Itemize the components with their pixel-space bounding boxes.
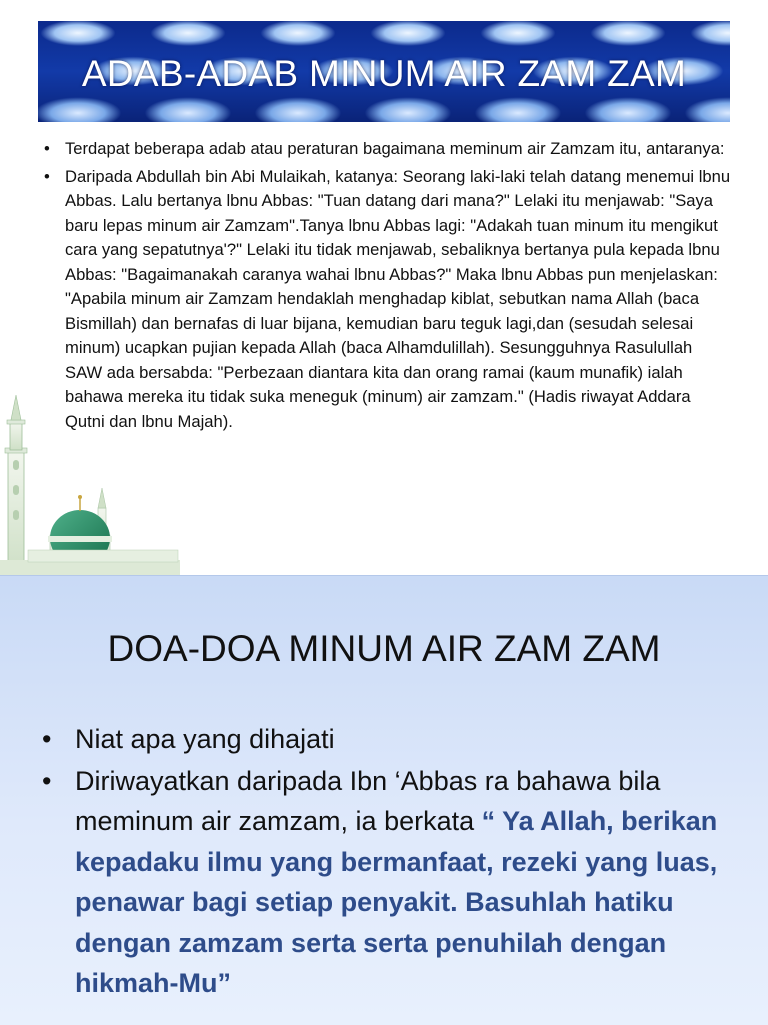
bullet-text: Niat apa yang dihajati [75, 724, 335, 754]
slide-title: ADAB-ADAB MINUM AIR ZAM ZAM [81, 53, 687, 94]
list-item [44, 137, 734, 162]
bullet-icon: • [44, 166, 50, 186]
bullet-text: Daripada Abdullah bin Abi Mulaikah, katanya: Seorang laki-laki telah datang menemui lbnu Abbas. Lalu bertanya lbnu Abbas: "Tuan datang dari mana?" Lelaki itu menjawab: "Saya baru lepas minum air Zamzam".Tanya lbnu Abbas lagi: "Adakah tuan minum itu mengikut cara yang sepatutnya'?" Lelaki itu tidak menjawab, sebaliknya bertanya pula kepada lbnu Abbas: "Bagaimanakah caranya wahai lbnu Abbas?" Maka lbnu Abbas pun menjelaskan: "Apabila minum air Zamzam hendaklah menghadap kiblat, sebutkan nama Allah (baca Bismillah) dan bernafas di luar bijana, kemudian baru teguk lagi,dan (sesudah selesai minum) ucapkan pujian kepada Allah (baca Alhamdulillah). Sesungguhnya Rasulullah SAW ada bersabda: "Perbezaan diantara kita dan orang ramai (kaum munafik) ialah bahawa mereka itu tidak suka meneguk (minum) air zamzam." (Hadis riwayat Addara Qutni dan lbnu Majah). [65, 166, 731, 431]
slide-doa [0, 575, 768, 1025]
doa-bullet-list [42, 719, 732, 1005]
bullet-text: Terdapat beberapa adab atau peraturan bagaimana meminum air Zamzam itu, antaranya: [65, 139, 725, 158]
slide-title: DOA-DOA MINUM AIR ZAM ZAM [107, 628, 661, 669]
bullet-icon: • [44, 139, 50, 158]
list-item [42, 719, 732, 760]
bullet-icon: • [42, 765, 52, 796]
list-item [42, 761, 732, 1004]
bullet-text: Diriwayatkan daripada Ibn ‘Abbas ra bahawa bila meminum air zamzam, ia berkata [75, 765, 661, 836]
title-banner [38, 21, 730, 122]
doa-quote: “ Ya Allah, berikan kepadaku ilmu yang bermanfaat, rezeki yang luas, penawar bagi setiap penyakit. Basuhlah hatiku dengan zamzam serta serta penuhilah dengan hikmah-Mu” [75, 806, 718, 998]
mosque-illustration-icon [0, 390, 180, 575]
bullet-icon: • [42, 724, 52, 754]
